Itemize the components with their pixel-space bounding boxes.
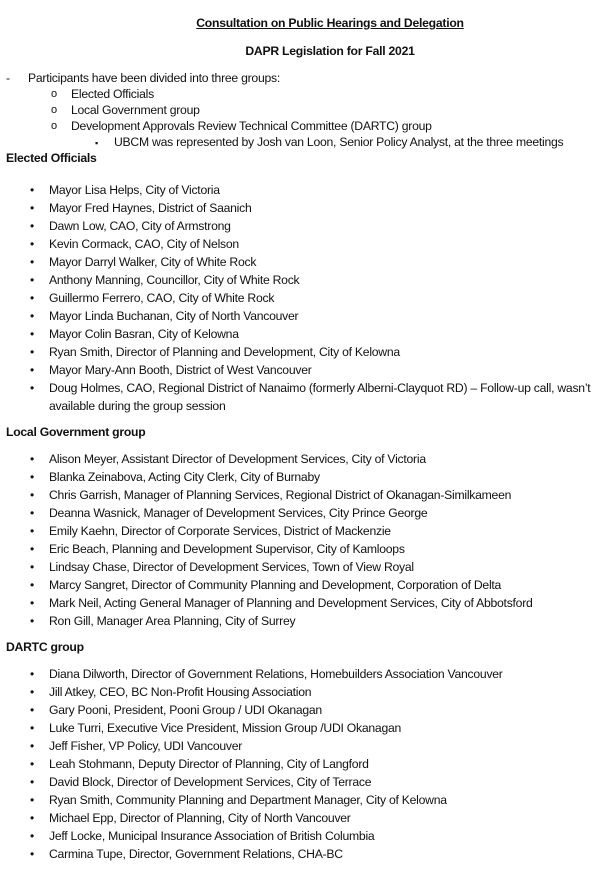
list-item-text: Leah Stohmann, Deputy Director of Planning, City of Langford [49,757,369,771]
list-item [0,217,610,235]
list-item-text: Ryan Smith, Director of Planning and Development, City of Kelowna [49,345,400,359]
local-government-list [0,450,610,630]
bullet-icon: • [30,578,34,592]
list-item [0,755,610,773]
bullet-icon: • [30,685,34,699]
bullet-icon: • [30,488,34,502]
list-item-text: Diana Dilworth, Director of Government Relations, Homebuilders Association Vancouver [49,667,503,681]
list-item [0,612,610,630]
list-item [0,558,610,576]
list-item [0,235,610,253]
bullet-icon: • [30,309,34,323]
list-item [0,576,610,594]
group-item-elected: Elected Officials [71,87,154,101]
bullet-icon: • [30,542,34,556]
bullet-icon: • [30,255,34,269]
group-item-local: Local Government group [71,103,200,117]
bullet-icon: • [30,183,34,197]
intro-text: Participants have been divided into three groups: [28,71,280,85]
list-item [0,307,610,325]
list-item-text: Dawn Low, CAO, City of Armstrong [49,219,231,233]
bullet-icon: • [30,847,34,861]
list-item [0,504,610,522]
bullet-icon: • [30,829,34,843]
list-item-text: Jeff Fisher, VP Policy, UDI Vancouver [49,739,243,753]
list-item-text: Ryan Smith, Community Planning and Department Manager, City of Kelowna [49,793,447,807]
list-item [0,468,610,486]
bullet-icon: • [30,237,34,251]
group-item-dartc: Development Approvals Review Technical Committee (DARTC) group [71,119,432,133]
square-bullet-icon: ▪ [95,138,98,148]
bullet-icon: • [30,381,34,395]
list-item [0,361,610,379]
dartc-list [0,665,610,863]
list-item-text: Guillermo Ferrero, CAO, City of White Rock [49,291,275,305]
list-item [0,665,610,683]
bullet-icon: • [30,614,34,628]
list-item [0,719,610,737]
list-item [0,594,610,612]
bullet-icon: • [30,327,34,341]
list-item-text: Luke Turri, Executive Vice President, Mission Group /UDI Okanagan [49,721,402,735]
list-item-text: Deanna Wasnick, Manager of Development Services, City Prince George [49,506,428,520]
list-item [0,683,610,701]
bullet-icon: • [30,793,34,807]
list-item [0,486,610,504]
bullet-icon: • [30,470,34,484]
list-item-text: David Block, Director of Development Services, City of Terrace [49,775,372,789]
list-item [0,199,610,217]
list-item [0,809,610,827]
section-heading-dartc: DARTC group [6,640,84,654]
list-item [0,540,610,558]
bullet-icon: • [30,291,34,305]
bullet-icon: • [30,345,34,359]
circle-bullet-icon: o [51,104,57,116]
list-item-text: Doug Holmes, CAO, Regional District of Nanaimo (formerly Alberni-Clayquot RD) – Follow-up call, wasn’t available during the group session [49,381,591,413]
list-item [0,773,610,791]
bullet-icon: • [30,219,34,233]
circle-bullet-icon: o [51,120,57,132]
circle-bullet-icon: o [51,88,57,100]
list-item-text: Chris Garrish, Manager of Planning Services, Regional District of Okanagan-Similkameen [49,488,512,502]
list-item-text: Mayor Fred Haynes, District of Saanich [49,201,252,215]
list-item [0,737,610,755]
list-item [0,845,610,863]
list-item-text: Mayor Darryl Walker, City of White Rock [49,255,257,269]
list-item [0,343,610,361]
list-item-text: Mark Neil, Acting General Manager of Planning and Development Services, City of Abbotsford [49,596,533,610]
dash-marker: - [6,71,10,85]
bullet-icon: • [30,506,34,520]
list-item-text: Ron Gill, Manager Area Planning, City of Surrey [49,614,296,628]
document-title: Consultation on Public Hearings and Delegation [196,16,464,30]
list-item [0,450,610,468]
list-item-text: Jeff Locke, Municipal Insurance Association of British Columbia [49,829,375,843]
list-item-text: Gary Pooni, President, Pooni Group / UDI Okanagan [49,703,322,717]
document-subtitle: DAPR Legislation for Fall 2021 [245,44,415,58]
bullet-icon: • [30,524,34,538]
bullet-icon: • [30,775,34,789]
list-item-text: Eric Beach, Planning and Development Supervisor, City of Kamloops [49,542,405,556]
bullet-icon: • [30,452,34,466]
bullet-icon: • [30,667,34,681]
ubcm-note: UBCM was represented by Josh van Loon, Senior Policy Analyst, at the three meetings [114,135,564,149]
bullet-icon: • [30,596,34,610]
list-item-text: Marcy Sangret, Director of Community Planning and Development, Corporation of Delta [49,578,502,592]
list-item [0,271,610,289]
list-item-text: Jill Atkey, CEO, BC Non-Profit Housing Association [49,685,312,699]
list-item-text: Blanka Zeinabova, Acting City Clerk, City of Burnaby [49,470,320,484]
list-item-text: Mayor Mary-Ann Booth, District of West Vancouver [49,363,312,377]
list-item [0,791,610,809]
list-item-text: Mayor Colin Basran, City of Kelowna [49,327,239,341]
list-item-text: Anthony Manning, Councillor, City of White Rock [49,273,300,287]
list-item-text: Carmina Tupe, Director, Government Relations, CHA-BC [49,847,343,861]
list-item [0,289,610,307]
list-item-text: Mayor Linda Buchanan, City of North Vancouver [49,309,299,323]
list-item-text: Mayor Lisa Helps, City of Victoria [49,183,220,197]
elected-officials-list [0,181,610,415]
list-item-text: Michael Epp, Director of Planning, City of North Vancouver [49,811,351,825]
bullet-icon: • [30,201,34,215]
bullet-icon: • [30,560,34,574]
list-item [0,325,610,343]
bullet-icon: • [30,363,34,377]
list-item-text: Lindsay Chase, Director of Development Services, Town of View Royal [49,560,414,574]
list-item [0,379,610,415]
list-item-text: Alison Meyer, Assistant Director of Development Services, City of Victoria [49,452,426,466]
list-item [0,827,610,845]
bullet-icon: • [30,721,34,735]
list-item [0,181,610,199]
bullet-icon: • [30,273,34,287]
list-item [0,522,610,540]
list-item [0,701,610,719]
list-item-text: Emily Kaehn, Director of Corporate Services, District of Mackenzie [49,524,391,538]
bullet-icon: • [30,739,34,753]
list-item-text: Kevin Cormack, CAO, City of Nelson [49,237,239,251]
bullet-icon: • [30,757,34,771]
bullet-icon: • [30,811,34,825]
bullet-icon: • [30,703,34,717]
section-heading-local: Local Government group [6,425,146,439]
section-heading-elected: Elected Officials [6,151,97,165]
list-item [0,253,610,271]
